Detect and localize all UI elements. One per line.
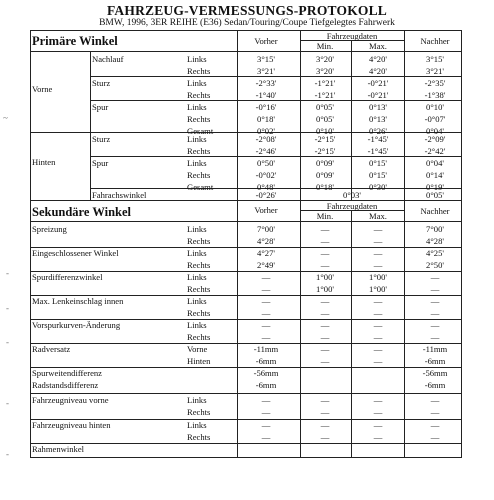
secondary-side-label: Rechts [187,407,211,417]
secondary-heading: Sekundäre Winkel [32,205,131,219]
document-title: FAHRZEUG-VERMESSUNGS-PROTOKOLL [106,3,388,18]
primary-min-value: -2°15' [314,134,336,144]
primary-vorher-value: -1°40' [255,90,277,100]
primary-nachher-value: -2°35' [424,78,446,88]
secondary-max-value: — [373,296,383,306]
primary-max-value: -0°21' [367,90,389,100]
primary-min-value: 0°09' [316,170,334,180]
secondary-min-value: — [320,420,330,430]
secondary-vorher-value: 2°49' [257,260,275,270]
secondary-max-value: — [373,395,383,405]
secondary-vorher-value: 7°00' [257,224,275,234]
sec-col-fahrzeugdaten-header: Fahrzeugdaten [326,201,378,211]
primary-vorher-value: 0°02' [257,126,275,136]
primary-nachher-value: 3°21' [426,66,444,76]
primary-max-value: 0°15' [369,158,387,168]
scan-mark: - [6,398,9,408]
secondary-row-label: Spreizung [32,224,67,234]
secondary-vorher-value: — [261,284,271,294]
group-label-vorne: Vorne [32,84,53,94]
primary-min-value: 0°05' [316,114,334,124]
primary-side-label: Rechts [187,114,211,124]
secondary-row-label: Max. Lenkeinschlag innen [32,296,124,306]
secondary-vorher-value: — [261,407,271,417]
primary-vorher-value: 0°18' [257,114,275,124]
primary-side-label: Rechts [187,90,211,100]
secondary-min-value: — [320,395,330,405]
secondary-max-value: — [373,407,383,417]
secondary-nachher-value: — [430,420,440,430]
primary-nachher-value: 0°19' [426,182,444,192]
scan-mark: - [6,449,9,459]
secondary-min-value: — [320,344,330,354]
fahrachswinkel-vorher: -0°26' [255,190,277,200]
secondary-min-value: 1°00' [316,272,334,282]
fahrachswinkel-data: 0°03' [343,190,361,200]
secondary-side-label: Links [187,320,207,330]
grid-line [30,443,462,444]
secondary-max-value: — [373,260,383,270]
primary-side-label: Links [187,54,207,64]
primary-nachher-value: 0°14' [426,170,444,180]
secondary-max-value: 1°00' [369,272,387,282]
col-nachher-header: Nachher [420,36,450,46]
primary-vorher-value: 0°50' [257,158,275,168]
grid-line [30,51,462,52]
secondary-side-label: Rechts [187,432,211,442]
secondary-row-label: Radversatz [32,344,71,354]
primary-max-value: 0°13' [369,114,387,124]
primary-vorher-value: -0°16' [255,102,277,112]
primary-min-value: 3°20' [316,66,334,76]
primary-nachher-value: 3°15' [426,54,444,64]
primary-subgroup-label: Nachlauf [92,54,124,64]
secondary-nachher-value: 4°25' [426,248,444,258]
secondary-side-label: Rechts [187,332,211,342]
secondary-side-label: Vorne [187,344,208,354]
secondary-row-label: Spurweitendifferenz [32,368,102,378]
group-label-hinten: Hinten [32,157,56,167]
sec-col-vorher-header: Vorher [254,205,278,215]
primary-min-value: 0°09' [316,158,334,168]
secondary-vorher-value: — [261,420,271,430]
secondary-vorher-value: -11mm [253,344,279,354]
primary-nachher-value: -2°09' [424,134,446,144]
primary-vorher-value: -2°33' [255,78,277,88]
grid-line [30,457,462,458]
primary-side-label: Gesamt [187,126,214,136]
secondary-vorher-value: — [261,432,271,442]
secondary-max-value: — [373,308,383,318]
grid-line [90,51,91,200]
secondary-max-value: — [373,320,383,330]
primary-max-value: 0°26' [369,126,387,136]
primary-vorher-value: 3°21' [257,66,275,76]
secondary-vorher-value: — [261,296,271,306]
primary-subgroup-label: Spur [92,158,109,168]
primary-min-value: 0°18' [316,182,334,192]
primary-min-value: -1°21' [314,90,336,100]
secondary-side-label: Links [187,272,207,282]
secondary-nachher-value: — [430,432,440,442]
primary-subgroup-label: Sturz [92,134,111,144]
primary-min-value: -2°15' [314,146,336,156]
secondary-max-value: — [373,332,383,342]
secondary-nachher-value: — [430,395,440,405]
primary-side-label: Rechts [187,170,211,180]
secondary-side-label: Links [187,224,207,234]
secondary-max-value: — [373,236,383,246]
col-max-header: Max. [369,41,387,51]
secondary-min-value: — [320,332,330,342]
primary-vorher-value: 3°15' [257,54,275,64]
primary-max-value: 0°13' [369,102,387,112]
primary-nachher-value: -2°42' [424,146,446,156]
primary-vorher-value: -2°46' [255,146,277,156]
primary-side-label: Links [187,158,207,168]
secondary-min-value: — [320,432,330,442]
secondary-nachher-value: — [430,284,440,294]
secondary-side-label: Hinten [187,356,211,366]
secondary-vorher-value: — [261,332,271,342]
secondary-max-value: — [373,420,383,430]
scan-mark: - [6,268,9,278]
scan-mark: - [6,337,9,347]
secondary-nachher-value: -6mm [424,380,446,390]
primary-min-value: -1°21' [314,78,336,88]
fahrachswinkel-nachher: 0°05' [426,190,444,200]
secondary-nachher-value: -56mm [422,368,448,378]
secondary-vorher-value: 4°27' [257,248,275,258]
primary-nachher-value: -0°07' [424,114,446,124]
secondary-nachher-value: — [430,407,440,417]
secondary-max-value: — [373,344,383,354]
secondary-nachher-value: — [430,332,440,342]
secondary-nachher-value: — [430,320,440,330]
primary-nachher-value: 0°04' [426,126,444,136]
scan-mark: - [6,303,9,313]
secondary-vorher-value: — [261,395,271,405]
primary-side-label: Links [187,102,207,112]
primary-vorher-value: -2°08' [255,134,277,144]
primary-subgroup-label: Spur [92,102,109,112]
primary-min-value: 0°05' [316,102,334,112]
secondary-side-label: Rechts [187,308,211,318]
secondary-nachher-value: -11mm [422,344,448,354]
secondary-side-label: Links [187,296,207,306]
secondary-side-label: Links [187,395,207,405]
primary-max-value: -1°45' [367,134,389,144]
document-subtitle: BMW, 1996, 3ER REIHE (E36) Sedan/Touring/Coupe Tiefgelegtes Fahrwerk [99,18,395,28]
primary-max-value: -0°21' [367,78,389,88]
secondary-row-label: Eingeschlossener Winkel [32,248,119,258]
secondary-nachher-value: 2°50' [426,260,444,270]
primary-nachher-value: -1°38' [424,90,446,100]
secondary-side-label: Rechts [187,284,211,294]
primary-max-value: 0°30' [369,182,387,192]
sec-col-max-header: Max. [369,211,387,221]
primary-vorher-value: 0°48' [257,182,275,192]
secondary-min-value: — [320,224,330,234]
secondary-max-value: — [373,224,383,234]
primary-max-value: 4°20' [369,66,387,76]
secondary-vorher-value: — [261,308,271,318]
primary-subgroup-label: Sturz [92,78,111,88]
secondary-max-value: — [373,248,383,258]
secondary-nachher-value: 7°00' [426,224,444,234]
secondary-nachher-value: — [430,296,440,306]
secondary-side-label: Rechts [187,260,211,270]
secondary-side-label: Rechts [187,236,211,246]
primary-side-label: Gesamt [187,182,214,192]
primary-side-label: Rechts [187,146,211,156]
secondary-nachher-value: -6mm [424,356,446,366]
col-fahrzeugdaten-header: Fahrzeugdaten [326,31,378,41]
secondary-min-value: — [320,236,330,246]
primary-nachher-value: 0°10' [426,102,444,112]
col-vorher-header: Vorher [254,36,278,46]
secondary-vorher-value: -6mm [255,380,277,390]
primary-side-label: Rechts [187,66,211,76]
primary-side-label: Links [187,78,207,88]
grid-line [30,393,462,394]
sec-col-nachher-header: Nachher [420,206,450,216]
secondary-vorher-value: -6mm [255,356,277,366]
secondary-row-label: Rahmenwinkel [32,444,85,454]
sec-col-min-header: Min. [316,211,334,221]
secondary-min-value: 1°00' [316,284,334,294]
grid-line [404,30,405,200]
secondary-row-label: Fahrzeugniveau vorne [32,395,109,405]
secondary-vorher-value: 4°28' [257,236,275,246]
secondary-vorher-value: — [261,320,271,330]
secondary-nachher-value: — [430,308,440,318]
secondary-nachher-value: 4°28' [426,236,444,246]
col-min-header: Min. [316,41,334,51]
secondary-row-label: Fahrzeugniveau hinten [32,420,111,430]
secondary-max-value: — [373,432,383,442]
primary-vorher-value: -0°02' [255,170,277,180]
primary-max-value: -1°45' [367,146,389,156]
primary-min-value: 0°10' [316,126,334,136]
secondary-vorher-value: -56mm [253,368,279,378]
grid-line [30,221,462,222]
secondary-max-value: 1°00' [369,284,387,294]
secondary-row-label: Spurdifferenzwinkel [32,272,103,282]
secondary-max-value: — [373,356,383,366]
primary-heading: Primäre Winkel [32,34,118,48]
primary-max-value: 0°15' [369,170,387,180]
secondary-min-value: — [320,407,330,417]
secondary-side-label: Links [187,248,207,258]
fahrachswinkel-label: Fahrachswinkel [92,190,147,200]
secondary-nachher-value: — [430,272,440,282]
secondary-min-value: — [320,296,330,306]
secondary-side-label: Links [187,420,207,430]
secondary-min-value: — [320,356,330,366]
primary-side-label: Links [187,134,207,144]
scan-mark: ~ [3,113,8,123]
secondary-vorher-value: — [261,272,271,282]
secondary-min-value: — [320,248,330,258]
secondary-min-value: — [320,308,330,318]
primary-min-value: 3°20' [316,54,334,64]
primary-max-value: 4°20' [369,54,387,64]
secondary-row-label: Radstandsdifferenz [32,380,99,390]
primary-nachher-value: 0°04' [426,158,444,168]
secondary-row-label: Vorspurkurven-Änderung [32,320,121,330]
secondary-min-value: — [320,260,330,270]
secondary-min-value: — [320,320,330,330]
